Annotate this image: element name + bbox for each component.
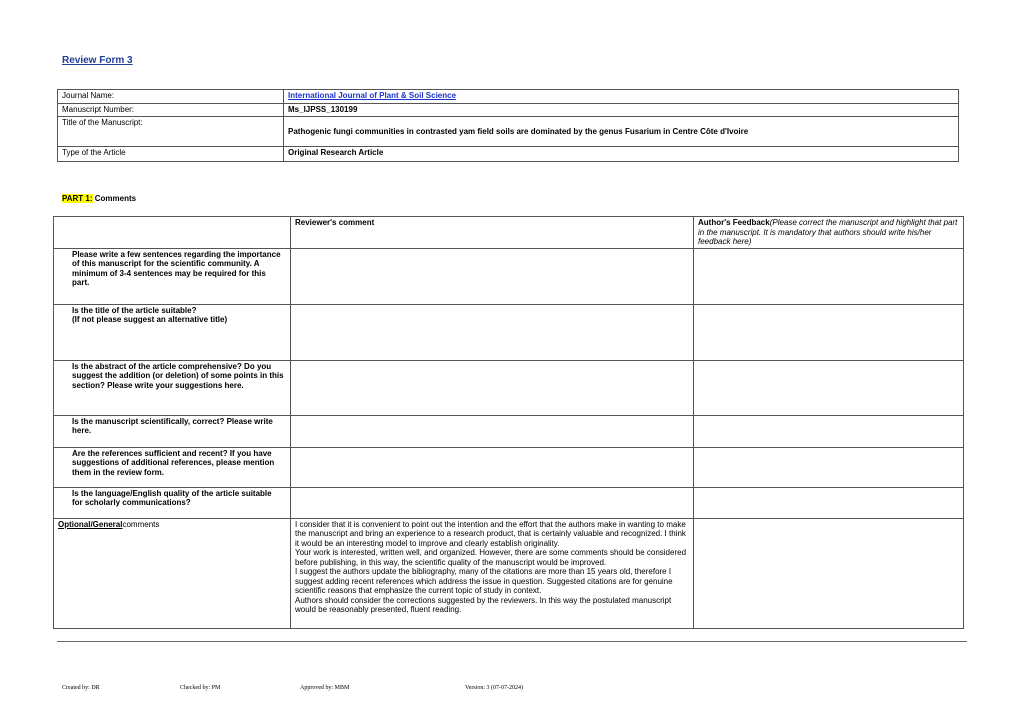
optional-comment-paragraph: Authors should consider the corrections suggested by the reviewers. In this way the postulated manuscript would be reasonably presented, fluent reading.	[295, 595, 672, 614]
optional-reviewer-comment[interactable]	[291, 518, 694, 628]
title-row	[58, 117, 959, 147]
manuscript-number-label: Manuscript Number:	[58, 104, 284, 117]
manuscript-info-table	[57, 89, 959, 162]
type-label: Type of the Article	[58, 147, 284, 162]
question-row	[54, 248, 964, 304]
optional-comment-paragraph: I suggest the authors update the bibliography, many of the citations are more than 15 years old, therefore I suggest adding recent references which address the issue in question. Suggested citations are for genuine scientific reasons that emphasize the current topic of study in context.	[295, 567, 673, 595]
author-feedback-cell[interactable]	[694, 415, 964, 447]
question-text: Are the references sufficient and recent? If you have suggestions of additional references, please mention them in the review form.	[54, 447, 291, 487]
form-title: Review Form 3	[62, 55, 133, 66]
reviewer-comment-header: Reviewer's comment	[291, 217, 694, 249]
reviewer-comment-cell[interactable]	[291, 304, 694, 360]
question-row	[54, 447, 964, 487]
footer-approved: Approved by: MBM	[300, 685, 350, 691]
optional-comments-suffix: comments	[122, 519, 160, 529]
journal-row	[58, 90, 959, 104]
question-text: Please write a few sentences regarding the importance of this manuscript for the scientific community. A minimum of 3-4 sentences may be required for this part.	[54, 248, 291, 304]
optional-author-feedback-cell[interactable]	[694, 518, 964, 628]
part1-label: PART 1:	[62, 194, 93, 203]
author-feedback-header	[694, 217, 964, 249]
type-row	[58, 147, 959, 162]
author-feedback-instructions: (Please correct the manuscript and highlight that part in the manuscript. It is mandatory that authors should write his/her feedback here)	[698, 218, 958, 246]
question-text: Is the manuscript scientifically, correct? Please write here.	[54, 415, 291, 447]
footer-version: Version: 3 (07-07-2024)	[465, 685, 523, 691]
part1-title: Comments	[92, 194, 137, 203]
reviewer-comment-cell[interactable]	[291, 487, 694, 518]
journal-value	[284, 90, 959, 104]
reviewer-comment-cell[interactable]	[291, 415, 694, 447]
question-row	[54, 415, 964, 447]
header-empty-cell	[54, 217, 291, 249]
question-text: Is the abstract of the article comprehensive? Do you suggest the addition (or deletion) of some points in this section? Please write your suggestions here.	[54, 360, 291, 415]
author-feedback-cell[interactable]	[694, 487, 964, 518]
comments-header-row	[54, 217, 964, 249]
optional-general-label: Optional/General	[58, 519, 123, 529]
optional-comment-paragraph: Your work is interested, written well, and organized. However, there are some comments should be considered before publishing, in this way, the scientific quality of the manuscript would be improved.	[295, 548, 687, 567]
manuscript-number-row	[58, 104, 959, 117]
part1-heading	[62, 194, 136, 203]
footer-checked: Checked by: PM	[180, 685, 221, 691]
author-feedback-cell[interactable]	[694, 360, 964, 415]
manuscript-number-value: Ms_IJPSS_130199	[284, 104, 959, 117]
title-label: Title of the Manuscript:	[58, 117, 284, 147]
optional-comments-row	[54, 518, 964, 628]
author-feedback-cell[interactable]	[694, 304, 964, 360]
footer-created: Created by: DR	[62, 685, 100, 691]
question-row	[54, 360, 964, 415]
journal-link[interactable]: International Journal of Plant & Soil Science	[288, 91, 457, 100]
question-row	[54, 487, 964, 518]
author-feedback-cell[interactable]	[694, 248, 964, 304]
comments-table	[53, 216, 964, 629]
question-text: Is the language/English quality of the article suitable for scholarly communications?	[54, 487, 291, 518]
question-row	[54, 304, 964, 360]
reviewer-comment-cell[interactable]	[291, 447, 694, 487]
reviewer-comment-cell[interactable]	[291, 360, 694, 415]
type-value: Original Research Article	[284, 147, 959, 162]
journal-label: Journal Name:	[58, 90, 284, 104]
footer-divider	[57, 641, 967, 642]
reviewer-comment-cell[interactable]	[291, 248, 694, 304]
optional-comments-label-cell	[54, 518, 291, 628]
question-text: Is the title of the article suitable? (If not please suggest an alternative title)	[54, 304, 291, 360]
author-feedback-cell[interactable]	[694, 447, 964, 487]
title-value: Pathogenic fungi communities in contrasted yam field soils are dominated by the genus Fusarium in Centre Côte d'Ivoire	[284, 117, 959, 147]
optional-comment-paragraph: I consider that it is convenient to point out the intention and the effort that the authors make in wanting to make the manuscript and bring an experience to a research product, that is certainly valuable and recognized. I think it would be an interesting model to improve and clearly establish originality.	[295, 519, 686, 548]
author-feedback-title: Author's Feedback	[698, 218, 770, 227]
